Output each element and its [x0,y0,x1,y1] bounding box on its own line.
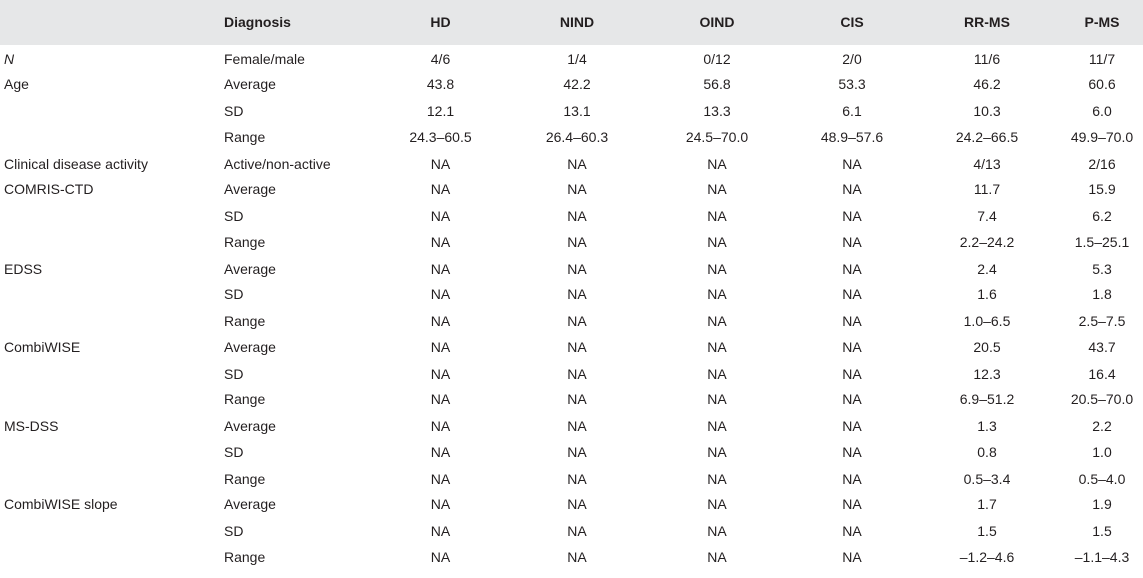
value-cell-hd: NA [430,338,451,355]
value-cell-pms: 43.7 [1088,338,1116,355]
value-cell-oind: 24.5–70.0 [685,128,749,145]
value-cell-pms: 60.6 [1088,76,1116,93]
row-measure-cell: SD [224,208,244,225]
value-cell-rrms: 0.8 [977,443,997,460]
value-cell-oind: NA [707,496,727,513]
value-cell-rrms: 7.4 [977,208,997,225]
value-cell-nind: NA [567,208,587,225]
row-measure-cell: SD [224,103,244,120]
value-cell-hd: NA [430,523,451,540]
table-row [0,413,1143,439]
value-cell-cis: NA [842,155,862,172]
value-cell-nind: NA [567,443,587,460]
value-cell-oind: 13.3 [703,103,731,120]
table-row [0,281,1143,307]
value-cell-oind: NA [707,391,727,408]
value-cell-nind: NA [567,418,587,435]
value-cell-hd: NA [430,313,451,330]
value-cell-rrms: 4/13 [973,155,1001,172]
value-cell-oind: NA [707,548,727,565]
value-cell-pms: 15.9 [1088,181,1116,198]
value-cell-oind: NA [707,443,727,460]
value-cell-oind: NA [707,365,727,382]
value-cell-nind: 1/4 [567,50,587,67]
table-row [0,203,1143,229]
value-cell-oind: NA [707,286,727,303]
value-cell-oind: NA [707,155,727,172]
table-row [0,71,1143,97]
value-cell-pms: 1.9 [1092,496,1112,513]
value-cell-rrms: 1.5 [977,523,997,540]
row-category-cell: COMRIS-CTD [4,181,94,198]
header-group-oind: OIND [647,0,787,45]
row-measure-cell: Range [224,313,266,330]
value-cell-hd: NA [430,391,451,408]
table-row [0,439,1143,465]
table-row [0,98,1143,124]
header-group-cis: CIS [787,0,917,45]
table-body [0,45,1143,570]
row-category-cell [0,439,224,465]
row-category-cell [0,203,224,229]
value-cell-oind: NA [707,313,727,330]
value-cell-pms: 1.0 [1092,443,1112,460]
value-cell-cis: NA [842,233,862,250]
row-measure-cell: Average [224,418,276,435]
table-header-row [0,0,1143,45]
row-category-cell: Clinical disease activity [4,155,148,172]
row-category-cell [0,360,224,386]
value-cell-cis: 48.9–57.6 [820,128,884,145]
row-measure-cell: Range [224,233,266,250]
value-cell-nind: NA [567,233,587,250]
value-cell-cis: 6.1 [842,103,862,120]
header-diagnosis-cell: Diagnosis [224,0,374,45]
value-cell-pms: 1.5–25.1 [1074,233,1130,250]
row-category-cell [0,308,224,334]
value-cell-cis: 53.3 [838,76,866,93]
row-category-cell: N [4,50,15,67]
value-cell-hd: 24.3–60.5 [409,128,472,145]
value-cell-cis: NA [842,470,862,487]
value-cell-cis: NA [842,365,862,382]
row-category-cell [0,124,224,150]
table-row [0,308,1143,334]
value-cell-pms: 11/7 [1088,50,1116,67]
row-category-cell [0,465,224,491]
value-cell-nind: 42.2 [563,76,591,93]
row-category-cell: MS-DSS [4,418,59,435]
value-cell-hd: NA [430,470,451,487]
value-cell-cis: 2/0 [842,50,862,67]
value-cell-hd: NA [430,260,451,277]
row-category-cell: CombiWISE slope [4,496,118,513]
value-cell-nind: NA [567,523,587,540]
row-measure-cell: Active/non-active [224,155,331,172]
value-cell-rrms: 1.7 [977,496,997,513]
value-cell-hd: NA [430,286,451,303]
value-cell-nind: NA [567,496,587,513]
value-cell-oind: NA [707,233,727,250]
value-cell-oind: NA [707,418,727,435]
value-cell-nind: NA [567,391,587,408]
row-category-cell: Age [4,76,29,93]
value-cell-rrms: 11.7 [973,181,1001,198]
value-cell-nind: NA [567,338,587,355]
value-cell-pms: 0.5–4.0 [1078,470,1126,487]
row-measure-cell: Average [224,496,276,513]
value-cell-nind: NA [567,548,587,565]
value-cell-rrms: 1.3 [977,418,997,435]
value-cell-pms: 2.2 [1092,418,1112,435]
value-cell-cis: NA [842,208,862,225]
table-row [0,386,1143,412]
table-row [0,518,1143,544]
table-row [0,176,1143,202]
value-cell-hd: NA [430,496,451,513]
value-cell-nind: NA [567,470,587,487]
value-cell-hd: 12.1 [426,103,455,120]
value-cell-pms: 2.5–7.5 [1078,313,1126,330]
value-cell-nind: NA [567,365,587,382]
row-measure-cell: Average [224,338,276,355]
row-measure-cell: Range [224,470,266,487]
table-row [0,465,1143,491]
value-cell-cis: NA [842,443,862,460]
header-group-pms: P-MS [1057,0,1143,45]
value-cell-oind: NA [707,208,727,225]
value-cell-oind: NA [707,470,727,487]
table-row [0,150,1143,176]
row-category-cell: EDSS [4,260,43,277]
row-measure-cell: SD [224,365,244,382]
row-measure-cell: Average [224,181,276,198]
header-group-nind: NIND [507,0,647,45]
value-cell-nind: 26.4–60.3 [545,128,609,145]
value-cell-pms: 6.0 [1092,103,1112,120]
value-cell-rrms: 2.4 [977,260,997,277]
header-group-hd: HD [374,0,507,45]
value-cell-cis: NA [842,548,862,565]
value-cell-cis: NA [842,523,862,540]
value-cell-nind: NA [567,313,587,330]
value-cell-hd: NA [430,181,451,198]
header-category-cell [0,0,224,45]
value-cell-cis: NA [842,418,862,435]
row-measure-cell: Average [224,260,276,277]
value-cell-rrms: 0.5–3.4 [963,470,1011,487]
row-category-cell [0,386,224,412]
row-measure-cell: Female/male [224,50,305,67]
table-row [0,544,1143,570]
value-cell-cis: NA [842,313,862,330]
value-cell-pms: 1.8 [1092,286,1112,303]
value-cell-hd: NA [430,418,451,435]
value-cell-rrms: 11/6 [973,50,1001,67]
row-measure-cell: SD [224,286,244,303]
value-cell-rrms: 24.2–66.5 [955,128,1019,145]
value-cell-pms: 20.5–70.0 [1070,391,1134,408]
value-cell-cis: NA [842,286,862,303]
value-cell-nind: NA [567,286,587,303]
value-cell-rrms: 2.2–24.2 [959,233,1015,250]
value-cell-oind: NA [707,338,727,355]
value-cell-hd: NA [430,548,451,565]
table-row [0,124,1143,150]
row-measure-cell: Range [224,128,266,145]
row-category-cell [0,281,224,307]
value-cell-rrms: 6.9–51.2 [959,391,1015,408]
value-cell-rrms: 1.0–6.5 [963,313,1011,330]
table-row [0,491,1143,517]
row-category-cell [0,544,224,570]
value-cell-oind: NA [707,260,727,277]
value-cell-pms: 1.5 [1092,523,1112,540]
value-cell-rrms: 20.5 [973,338,1001,355]
value-cell-hd: NA [430,155,451,172]
value-cell-oind: 56.8 [703,76,731,93]
value-cell-cis: NA [842,181,862,198]
row-measure-cell: Range [224,548,266,565]
value-cell-pms: –1.1–4.3 [1074,548,1130,565]
row-category-cell [0,518,224,544]
value-cell-pms: 6.2 [1092,208,1112,225]
table-row [0,334,1143,360]
value-cell-cis: NA [842,391,862,408]
value-cell-cis: NA [842,260,862,277]
value-cell-cis: NA [842,338,862,355]
table-row [0,360,1143,386]
value-cell-hd: NA [430,233,451,250]
value-cell-nind: NA [567,155,587,172]
value-cell-rrms: 10.3 [973,103,1001,120]
value-cell-oind: NA [707,523,727,540]
value-cell-rrms: –1.2–4.6 [959,548,1015,565]
row-category-cell: CombiWISE [4,338,81,355]
value-cell-rrms: 1.6 [977,286,997,303]
row-measure-cell: SD [224,443,244,460]
row-measure-cell: Range [224,391,266,408]
row-measure-cell: SD [224,523,244,540]
value-cell-oind: NA [707,181,727,198]
value-cell-nind: 13.1 [563,103,591,120]
value-cell-nind: NA [567,181,587,198]
value-cell-pms: 16.4 [1088,365,1116,382]
value-cell-hd: 43.8 [426,76,455,93]
value-cell-cis: NA [842,496,862,513]
value-cell-hd: NA [430,365,451,382]
value-cell-nind: NA [567,260,587,277]
row-category-cell [0,98,224,124]
value-cell-oind: 0/12 [703,50,731,67]
table-row [0,229,1143,255]
table-row [0,255,1143,281]
value-cell-pms: 5.3 [1092,260,1112,277]
row-measure-cell: Average [224,76,276,93]
value-cell-rrms: 46.2 [973,76,1001,93]
value-cell-hd: NA [430,208,451,225]
value-cell-pms: 2/16 [1088,155,1116,172]
header-group-rrms: RR-MS [917,0,1057,45]
value-cell-hd: NA [430,443,451,460]
value-cell-hd: 4/6 [430,50,451,67]
row-category-cell [0,229,224,255]
value-cell-rrms: 12.3 [973,365,1001,382]
value-cell-pms: 49.9–70.0 [1070,128,1134,145]
table-row [0,45,1143,71]
